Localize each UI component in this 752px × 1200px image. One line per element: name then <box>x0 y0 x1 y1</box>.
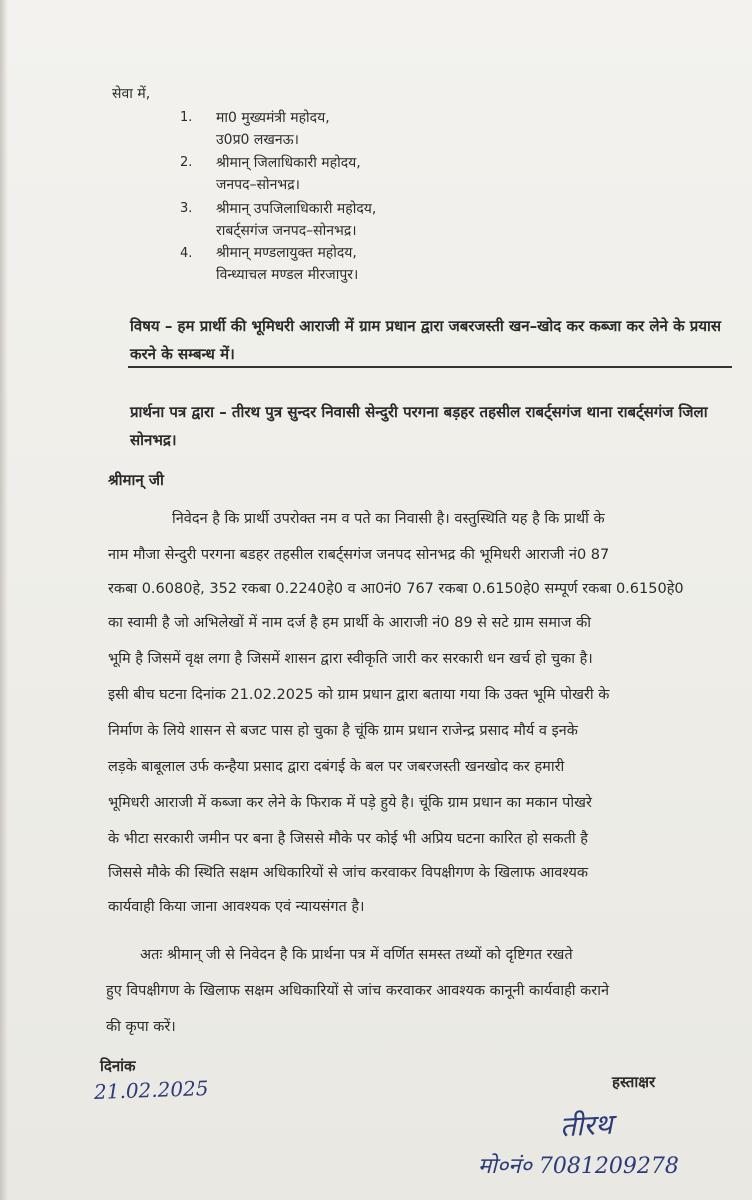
recipient-number: 4. <box>180 246 193 261</box>
body-line: भूमि है जिसमें वृक्ष लगा है जिसमें शासन द्वारा स्वीकृति जारी कर सरकारी धन खर्च हो चुका है। <box>108 651 593 667</box>
body-line: के भीटा सरकारी जमीन पर बना है जिससे मौके पर कोई भी अप्रिय घटना कारित हो सकती है <box>108 831 588 847</box>
body-line: निवेदन है कि प्रार्थी उपरोक्त नम व पते का निवासी है। वस्तुस्थिति यह है कि प्रार्थी के <box>172 511 605 527</box>
handwritten-signature: तीरथ <box>559 1107 614 1144</box>
body-line: नाम मौजा सेन्दुरी परगना बडहर तहसील राबर्ट्सगंज जनपद सोनभद्र की भूमिधरी आराजी नं0 87 <box>108 547 610 563</box>
handwritten-date: 21.02.2025 <box>93 1076 209 1104</box>
recipient-line: विन्ध्याचल मण्डल मीरजापुर। <box>216 267 359 283</box>
closing-line: हुए विपक्षीगण के खिलाफ सक्षम अधिकारियों से जांच करवाकर आवश्यक कानूनी कार्यवाही कराने <box>106 983 610 999</box>
subject-line: विषय – हम प्रार्थी की भूमिधरी आराजी में ग्राम प्रधान द्वारा जबरजस्ती खन–खोद कर कब्जा कर लेने के प्रयास करने के सम्बन्ध में। <box>130 317 722 363</box>
recipient-line: जनपद–सोनभद्र। <box>216 177 300 193</box>
subject-underline <box>128 366 732 368</box>
closing-line: अतः श्रीमान् जी से निवेदन है कि प्रार्थना पत्र में वर्णित समस्त तथ्यों को दृष्टिगत रखते <box>140 947 573 963</box>
recipient-line: श्रीमान् मण्डलायुक्त महोदय, <box>216 245 357 261</box>
recipient-line: उ0प्र0 लखनऊ। <box>216 132 299 148</box>
body-line: कार्यवाही किया जाना आवश्यक एवं न्यायसंगत है। <box>108 899 365 915</box>
body-line: रकबा 0.6080हे, 352 रकबा 0.2240हे0 व आ0नं0 767 रकबा 0.6150हे0 सम्पूर्ण रकबा 0.6150हे0 <box>108 581 684 597</box>
applicant-line: प्रार्थना पत्र द्वारा – तीरथ पुत्र सुन्दर निवासी सेन्दुरी परगना बड़हर तहसील राबर्ट्सगंज थाना राबर्ट्सगंज जिला सोनभद्र। <box>130 403 708 449</box>
closing-line: की कृपा करें। <box>106 1019 176 1035</box>
recipient-line: राबर्ट्सगंज जनपद–सोनभद्र। <box>216 223 357 239</box>
recipient-line: श्रीमान् जिलाधिकारी महोदय, <box>216 155 361 171</box>
recipient-line: मा0 मुख्यमंत्री महोदय, <box>216 110 330 126</box>
body-line: लड़के बाबूलाल उर्फ कन्हैया प्रसाद द्वारा दबंगई के बल पर जबरजस्ती खनखोद कर हमारी <box>108 759 565 775</box>
handwritten-mobile-number: मो०नं० 7081209278 <box>478 1154 679 1179</box>
body-line: निर्माण के लिये शासन से बजट पास हो चुका है चूंकि ग्राम प्रधान राजेन्द्र प्रसाद मौर्य व इनके <box>108 723 578 739</box>
body-line: जिससे मौके की स्थिति सक्षम अधिकारियों से जांच करवाकर विपक्षीगण के खिलाफ आवश्यक <box>108 865 589 881</box>
recipient-number: 3. <box>180 201 193 216</box>
body-line: भूमिधरी आराजी में कब्जा कर लेने के फिराक में पड़े हुये है। चूंकि ग्राम प्रधान का मकान पोखरे <box>108 795 592 811</box>
page-edge-shadow <box>0 0 8 1200</box>
recipient-line: श्रीमान् उपजिलाधिकारी महोदय, <box>216 201 377 217</box>
signature-label: हस्ताक्षर <box>612 1073 656 1091</box>
body-line: इसी बीच घटना दिनांक 21.02.2025 को ग्राम प्रधान द्वारा बताया गया कि उक्त भूमि पोखरी के <box>108 687 610 703</box>
salutation-header: सेवा में, <box>112 86 151 102</box>
recipient-number: 2. <box>180 155 193 170</box>
greeting: श्रीमान् जी <box>108 471 164 489</box>
recipient-number: 1. <box>180 110 193 125</box>
date-label: दिनांक <box>100 1057 136 1075</box>
body-line: का स्वामी है जो अभिलेखों में नाम दर्ज है हम प्रार्थी के आराजी नं0 89 से सटे ग्राम समाज की <box>108 615 592 631</box>
